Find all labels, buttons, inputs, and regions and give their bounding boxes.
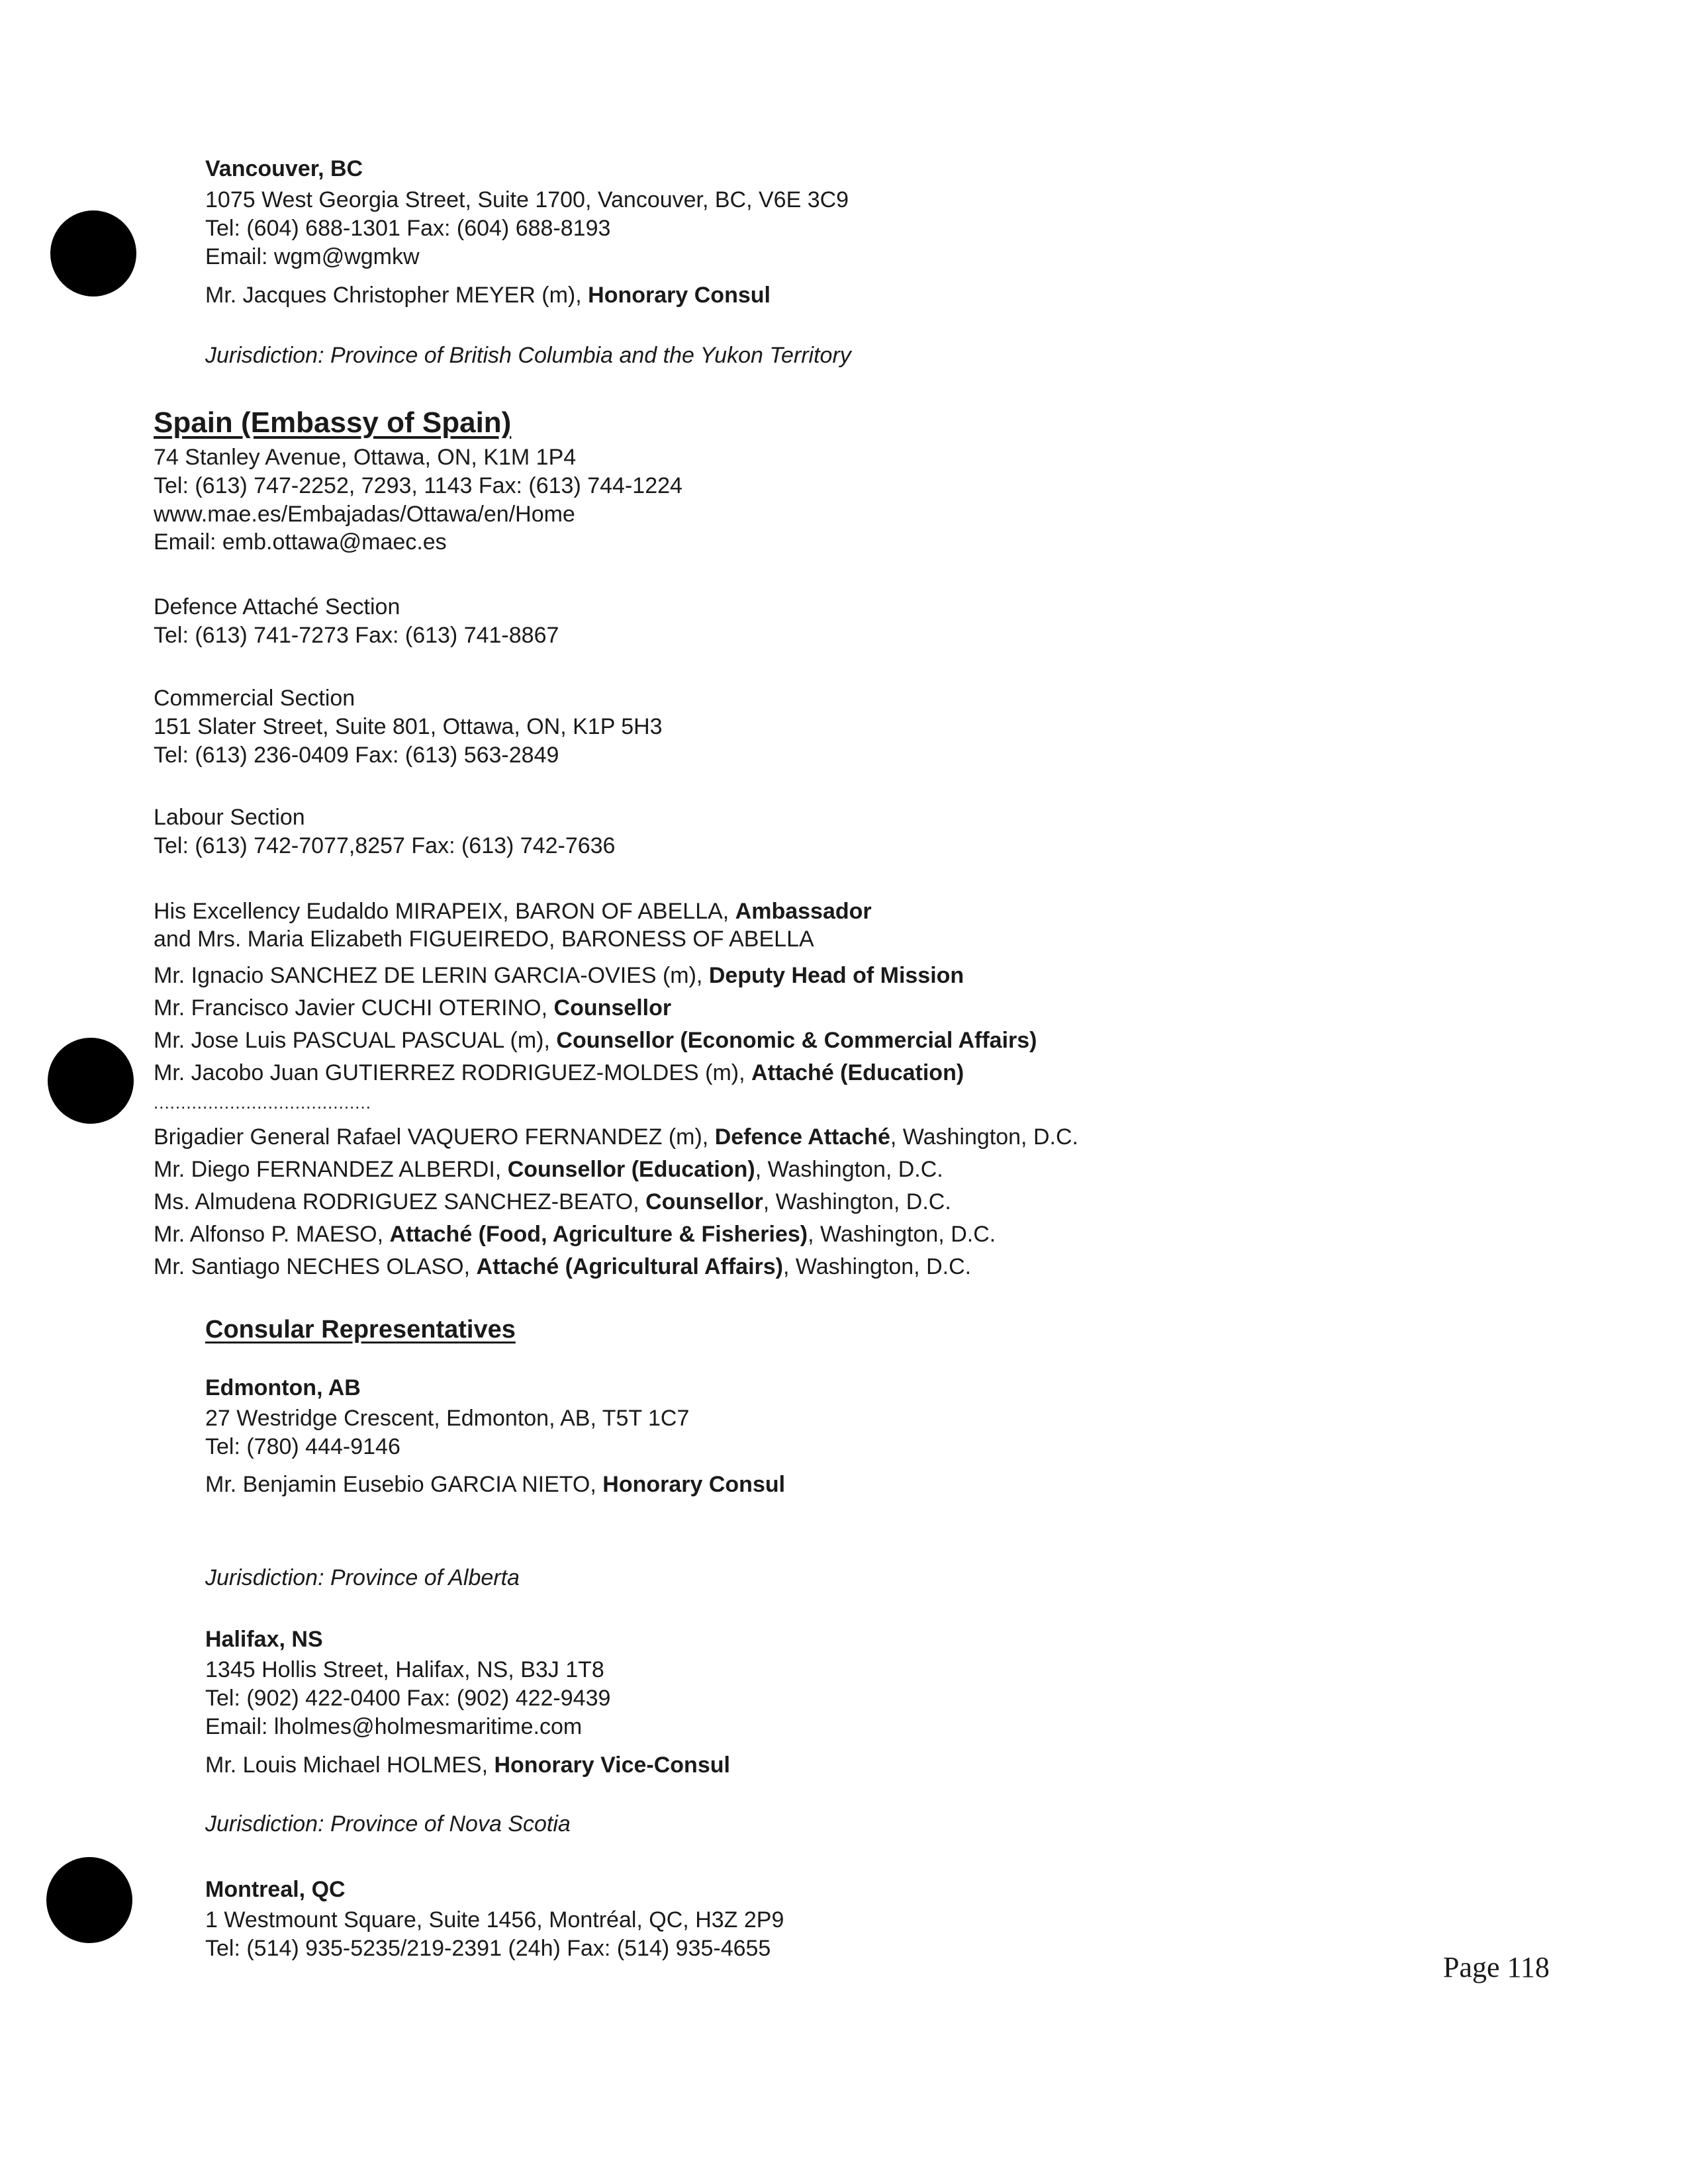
labour-section-title: Labour Section — [154, 805, 305, 830]
staff-line — [154, 1026, 1037, 1054]
staff-location: , Washington, D.C. — [890, 1124, 1078, 1150]
city-title: Edmonton, AB — [205, 1375, 361, 1400]
dotted-separator: ........................................ — [154, 1093, 371, 1113]
washington-staff-line — [154, 1156, 943, 1183]
staff-name: Mr. Ignacio SANCHEZ DE LERIN GARCIA-OVIES (m), — [154, 963, 709, 988]
staff-title: Attaché (Agricultural Affairs) — [476, 1254, 783, 1279]
staff-name: Mr. Jacobo Juan GUTIERREZ RODRIGUEZ-MOLDES (m), — [154, 1060, 752, 1085]
jurisdiction-text: Province of Alberta — [324, 1565, 520, 1590]
person-role: Honorary Consul — [602, 1472, 786, 1497]
staff-name: Mr. Diego FERNANDEZ ALBERDI, — [154, 1157, 508, 1182]
staff-name: Mr. Francisco Javier CUCHI OTERINO, — [154, 995, 554, 1021]
embassy-website: www.mae.es/Embajadas/Ottawa/en/Home — [154, 502, 575, 527]
country-heading: Spain (Embassy of Spain) — [154, 406, 512, 439]
jurisdiction-text: Province of British Columbia and the Yukon Territory — [324, 343, 851, 368]
commercial-section-title: Commercial Section — [154, 686, 355, 711]
staff-title: Counsellor — [553, 995, 672, 1021]
jurisdiction-label: Jurisdiction: — [205, 1811, 324, 1837]
address: 1075 West Georgia Street, Suite 1700, Vancouver, BC, V6E 3C9 — [205, 187, 849, 212]
city-title: Montreal, QC — [205, 1877, 346, 1902]
email: Email: lholmes@holmesmaritime.com — [205, 1714, 583, 1739]
commercial-section-address: 151 Slater Street, Suite 801, Ottawa, ON, K1P 5H3 — [154, 714, 663, 739]
page-number: Page 118 — [1443, 1951, 1550, 1983]
staff-location: , Washington, D.C. — [783, 1254, 972, 1279]
address: 27 Westridge Crescent, Edmonton, AB, T5T 1C7 — [205, 1406, 690, 1431]
staff-line — [154, 994, 671, 1022]
staff-name: Ms. Almudena RODRIGUEZ SANCHEZ-BEATO, — [154, 1189, 646, 1214]
defence-section-title: Defence Attaché Section — [154, 594, 400, 619]
washington-staff-line — [154, 1123, 1078, 1151]
staff-location: , Washington, D.C. — [755, 1157, 943, 1182]
staff-title: Ambassador — [735, 899, 872, 924]
washington-staff-line — [154, 1188, 951, 1216]
staff-line — [154, 897, 872, 925]
phone: Tel: (604) 688-1301 Fax: (604) 688-8193 — [205, 216, 611, 241]
washington-staff-line — [154, 1253, 971, 1281]
person-line — [205, 1471, 785, 1498]
labour-section-phone: Tel: (613) 742-7077,8257 Fax: (613) 742-7636 — [154, 833, 616, 858]
punch-hole-top — [50, 210, 136, 296]
punch-hole-bottom — [46, 1857, 132, 1943]
staff-title: Counsellor (Education) — [507, 1157, 755, 1182]
phone: Tel: (902) 422-0400 Fax: (902) 422-9439 — [205, 1686, 611, 1711]
address: 1 Westmount Square, Suite 1456, Montréal, QC, H3Z 2P9 — [205, 1907, 784, 1933]
staff-title: Counsellor — [645, 1189, 763, 1214]
punch-hole-middle — [48, 1038, 134, 1124]
person-name: Mr. Jacques Christopher MEYER (m), — [205, 283, 588, 308]
staff-name: His Excellency Eudaldo MIRAPEIX, BARON OF ABELLA, — [154, 899, 735, 924]
city-title: Halifax, NS — [205, 1627, 323, 1652]
embassy-phone: Tel: (613) 747-2252, 7293, 1143 Fax: (613) 744-1224 — [154, 473, 682, 498]
phone: Tel: (780) 444-9146 — [205, 1434, 400, 1459]
consular-heading: Consular Representatives — [205, 1316, 516, 1343]
staff-title: Defence Attaché — [714, 1124, 890, 1150]
staff-name: Mr. Santiago NECHES OLASO, — [154, 1254, 477, 1279]
staff-title: Attaché (Food, Agriculture & Fisheries) — [389, 1222, 808, 1247]
person-line — [205, 281, 771, 309]
person-role: Honorary Vice-Consul — [494, 1752, 730, 1778]
jurisdiction — [205, 1810, 571, 1838]
staff-location: , Washington, D.C. — [808, 1222, 996, 1247]
washington-staff-line — [154, 1220, 996, 1248]
person-name: Mr. Louis Michael HOLMES, — [205, 1752, 494, 1778]
jurisdiction-label: Jurisdiction: — [205, 343, 324, 368]
staff-line — [154, 962, 964, 989]
staff-line — [154, 1059, 964, 1087]
embassy-email: Email: emb.ottawa@maec.es — [154, 529, 447, 555]
staff-location: , Washington, D.C. — [763, 1189, 951, 1214]
staff-line — [154, 925, 814, 953]
city-title: Vancouver, BC — [205, 156, 363, 181]
staff-title: Attaché (Education) — [751, 1060, 964, 1085]
commercial-section-phone: Tel: (613) 236-0409 Fax: (613) 563-2849 — [154, 743, 559, 768]
jurisdiction-label: Jurisdiction: — [205, 1565, 324, 1590]
staff-name: Mr. Alfonso P. MAESO, — [154, 1222, 390, 1247]
jurisdiction-text: Province of Nova Scotia — [324, 1811, 571, 1837]
staff-title: Deputy Head of Mission — [708, 963, 964, 988]
person-name: Mr. Benjamin Eusebio GARCIA NIETO, — [205, 1472, 603, 1497]
staff-title: Counsellor (Economic & Commercial Affairs) — [556, 1028, 1037, 1053]
email: Email: wgm@wgmkw — [205, 244, 420, 269]
address: 1345 Hollis Street, Halifax, NS, B3J 1T8 — [205, 1657, 604, 1682]
staff-name: and Mrs. Maria Elizabeth FIGUEIREDO, BARONESS OF ABELLA — [154, 927, 814, 952]
staff-name: Mr. Jose Luis PASCUAL PASCUAL (m), — [154, 1028, 557, 1053]
jurisdiction — [205, 1564, 520, 1592]
person-role: Honorary Consul — [588, 283, 771, 308]
person-line — [205, 1751, 730, 1779]
jurisdiction — [205, 341, 851, 369]
embassy-address: 74 Stanley Avenue, Ottawa, ON, K1M 1P4 — [154, 445, 577, 470]
defence-section-phone: Tel: (613) 741-7273 Fax: (613) 741-8867 — [154, 623, 559, 648]
staff-name: Brigadier General Rafael VAQUERO FERNANDEZ (m), — [154, 1124, 715, 1150]
phone: Tel: (514) 935-5235/219-2391 (24h) Fax: (514) 935-4655 — [205, 1936, 771, 1961]
